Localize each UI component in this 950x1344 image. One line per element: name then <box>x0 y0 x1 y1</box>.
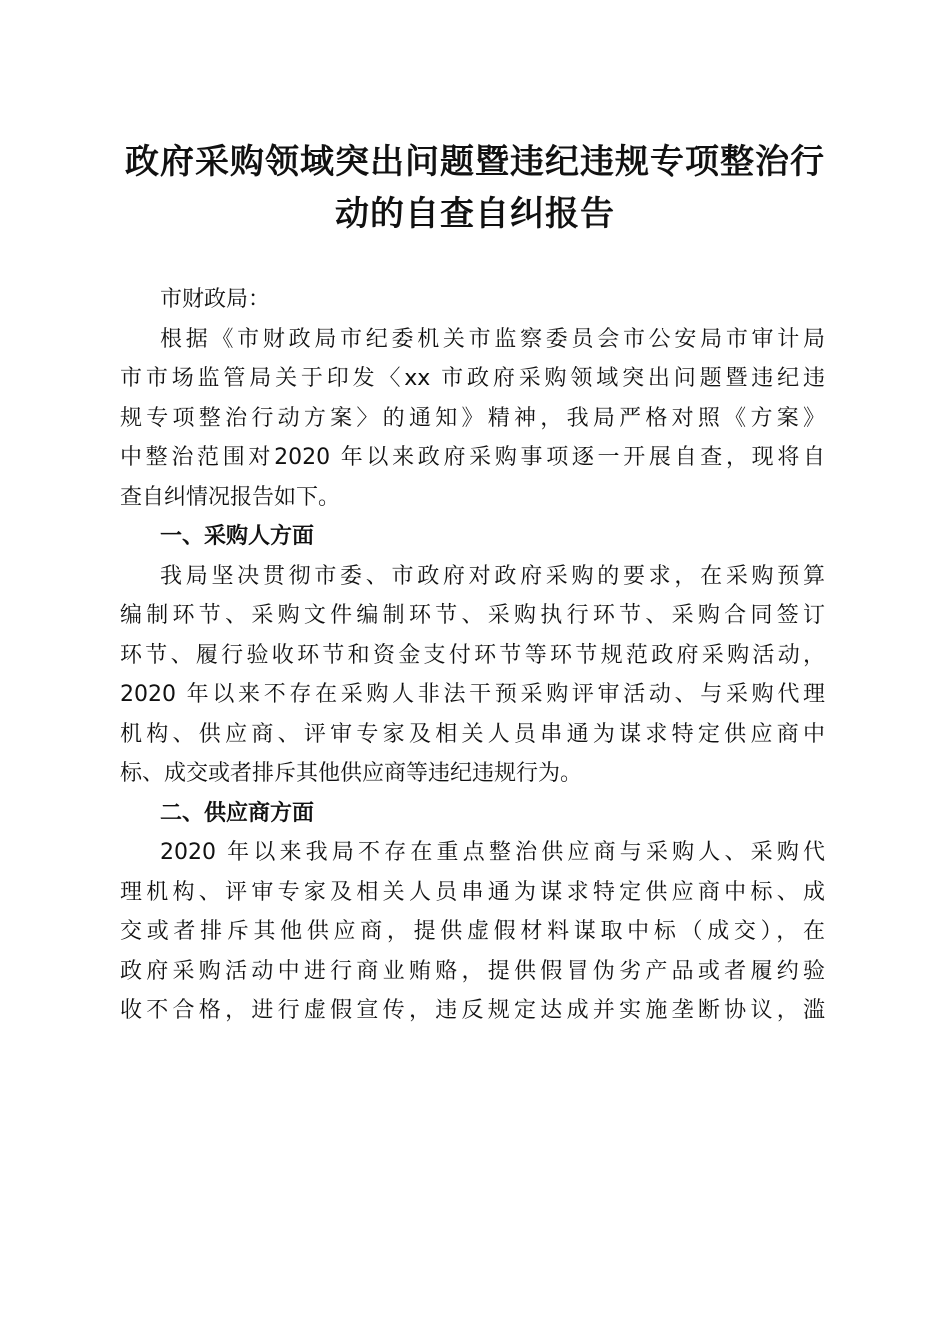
document-title <box>110 136 840 240</box>
section-1-line-1: 我局坚决贯彻市委、市政府对政府采购的要求，在采购预算 <box>160 563 825 589</box>
section-1-heading: 一、采购人方面 <box>160 524 315 549</box>
intro-line-5: 查自纠情况报告如下。 <box>120 484 341 510</box>
section-1-line-3: 环节、履行验收环节和资金支付环节等环节规范政府采购活动， <box>120 642 825 668</box>
intro-line-1: 根据《市财政局市纪委机关市监察委员会市公安局市审计局 <box>160 326 825 352</box>
intro-line-2: 市市场监管局关于印发〈xx 市政府采购领域突出问题暨违纪违 <box>120 366 825 391</box>
section-2-line-5: 收不合格，进行虚假宣传，违反规定达成并实施垄断协议，滥 <box>120 998 825 1023</box>
title-line-2: 动的自查自纠报告 <box>335 194 615 234</box>
intro-paragraph <box>120 320 825 518</box>
document-body <box>120 280 825 1031</box>
section-2-line-3: 交或者排斥其他供应商，提供虚假材料谋取中标（成交），在 <box>120 919 825 944</box>
section-2-line-2: 理机构、评审专家及相关人员串通为谋求特定供应商中标、成 <box>120 879 825 905</box>
section-1-line-4: 2020 年以来不存在采购人非法干预采购评审活动、与采购代理 <box>120 682 825 707</box>
section-2-heading: 二、供应商方面 <box>160 800 315 826</box>
intro-line-4: 中整治范围对2020 年以来政府采购事项逐一开展自查，现将自 <box>120 445 825 470</box>
section-2-paragraph <box>120 833 825 1031</box>
section-2-line-1: 2020 年以来我局不存在重点整治供应商与采购人、采购代 <box>160 840 825 865</box>
section-1-paragraph <box>120 557 825 794</box>
section-1-line-2: 编制环节、采购文件编制环节、采购执行环节、采购合同签订 <box>120 603 825 628</box>
section-1-line-5: 机构、供应商、评审专家及相关人员串通为谋求特定供应商中 <box>120 721 825 747</box>
title-line-1: 政府采购领域突出问题暨违纪违规专项整治行 <box>125 142 825 182</box>
section-1-line-6: 标、成交或者排斥其他供应商等违纪违规行为。 <box>120 761 583 786</box>
section-2-line-4: 政府采购活动中进行商业贿赂，提供假冒伪劣产品或者履约验 <box>120 958 825 984</box>
salutation: 市财政局： <box>160 287 271 312</box>
intro-line-3: 规专项整治行动方案〉的通知》精神，我局严格对照《方案》 <box>120 405 825 431</box>
